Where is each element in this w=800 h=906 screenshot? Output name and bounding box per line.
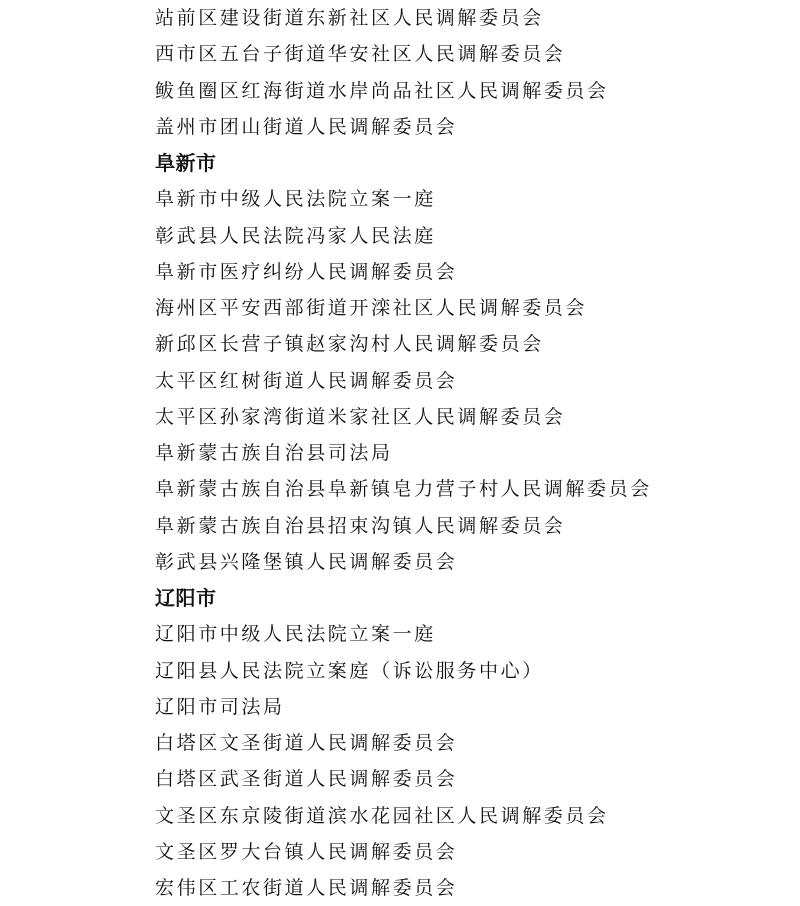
organization-item: 阜新市医疗纠纷人民调解委员会 — [155, 260, 458, 283]
organization-item: 白塔区武圣街道人民调解委员会 — [155, 768, 458, 791]
organization-item: 太平区孙家湾街道米家社区人民调解委员会 — [155, 405, 566, 428]
organization-item: 辽阳市司法局 — [155, 695, 285, 718]
organization-item: 阜新蒙古族自治县招束沟镇人民调解委员会 — [155, 514, 566, 537]
organization-item: 彰武县兴隆堡镇人民调解委员会 — [155, 550, 458, 573]
organization-list — [155, 0, 652, 906]
organization-item: 文圣区东京陵街道滨水花园社区人民调解委员会 — [155, 804, 609, 827]
organization-item: 新邱区长营子镇赵家沟村人民调解委员会 — [155, 333, 544, 356]
organization-item: 文圣区罗大台镇人民调解委员会 — [155, 840, 458, 863]
organization-item: 站前区建设街道东新社区人民调解委员会 — [155, 7, 544, 29]
organization-item: 阜新蒙古族自治县阜新镇皂力营子村人民调解委员会 — [155, 478, 652, 501]
organization-item: 阜新蒙古族自治县司法局 — [155, 442, 393, 464]
organization-item: 鲅鱼圈区红海街道水岸尚品社区人民调解委员会 — [155, 79, 609, 102]
organization-item: 白塔区文圣街道人民调解委员会 — [155, 732, 458, 754]
organization-item: 海州区平安西部街道开滦社区人民调解委员会 — [155, 297, 588, 319]
organization-item: 太平区红树街道人民调解委员会 — [155, 369, 458, 392]
city-heading: 阜新市 — [155, 151, 217, 175]
organization-item: 西市区五台子街道华安社区人民调解委员会 — [155, 43, 566, 66]
organization-item: 辽阳市中级人民法院立案一庭 — [155, 623, 436, 646]
city-heading: 辽阳市 — [155, 586, 217, 610]
organization-item: 阜新市中级人民法院立案一庭 — [155, 188, 436, 211]
organization-item: 辽阳县人民法院立案庭（诉讼服务中心） — [155, 659, 544, 682]
organization-item: 盖州市团山街道人民调解委员会 — [155, 115, 458, 138]
organization-item: 宏伟区工农街道人民调解委员会 — [155, 877, 458, 899]
organization-item: 彰武县人民法院冯家人民法庭 — [155, 224, 436, 247]
